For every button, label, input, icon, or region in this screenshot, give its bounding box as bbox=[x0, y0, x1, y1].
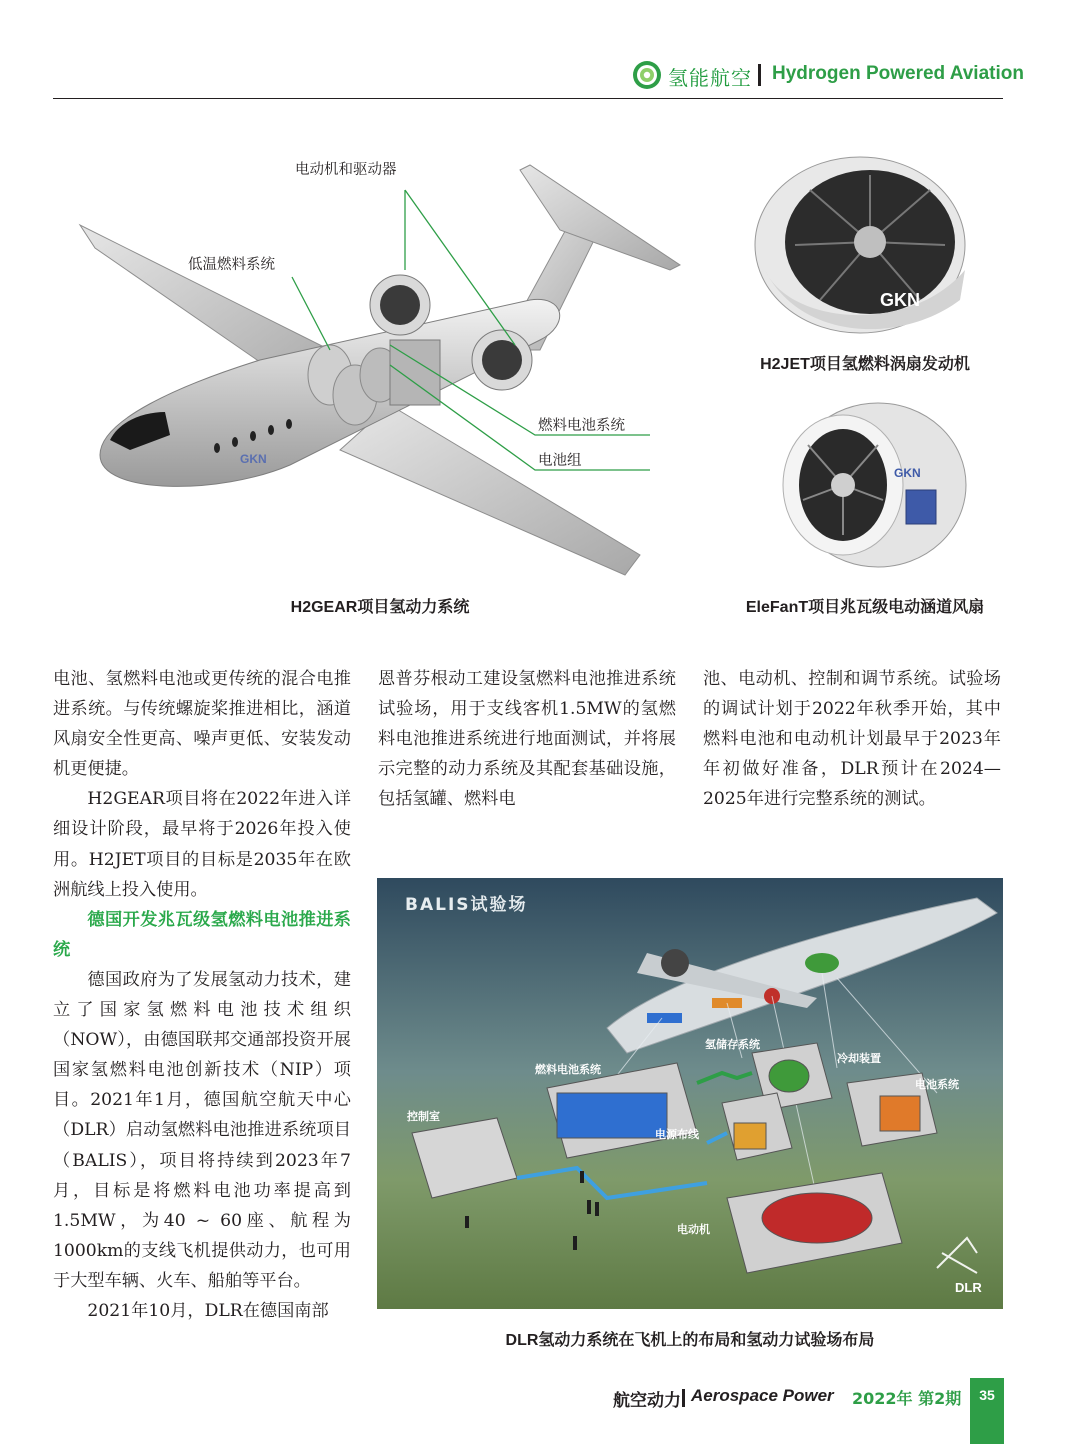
callout-fuel-cell: 燃料电池系统 bbox=[538, 418, 625, 434]
label-motor: 电动机 bbox=[677, 1223, 710, 1236]
label-hydrogen-storage: 氢储存系统 bbox=[705, 1038, 760, 1051]
col1-paragraph-2: H2GEAR项目将在2022年进入详细设计阶段，最早将于2026年投入使用。H2JET项目的目标是2035年在欧洲航线上投入使用。 bbox=[53, 789, 351, 900]
balis-title: BALIS试验场 bbox=[405, 895, 528, 915]
h2jet-engine-illustration bbox=[750, 150, 980, 340]
gkn-logo-aircraft: GKN bbox=[240, 452, 267, 466]
col1-paragraph-4: 2021年10月，DLR在德国南部 bbox=[87, 1300, 329, 1321]
elefant-fan-illustration bbox=[768, 400, 968, 570]
label-control-room: 控制室 bbox=[407, 1110, 440, 1123]
callout-cryogenic-fuel: 低温燃料系统 bbox=[188, 257, 275, 273]
header-title-en: Hydrogen Powered Aviation bbox=[772, 63, 1024, 84]
footer-journal-en: Aerospace Power bbox=[691, 1386, 834, 1405]
caption-h2jet: H2JET项目氢燃料涡扇发动机 bbox=[760, 356, 970, 373]
journal-logo-icon bbox=[632, 60, 662, 90]
caption-elefant: EleFanT项目兆瓦级电动涵道风扇 bbox=[745, 599, 985, 616]
text-column-2 bbox=[378, 664, 676, 814]
label-fuel-cell-system: 燃料电池系统 bbox=[535, 1063, 601, 1076]
label-cooling: 冷却装置 bbox=[837, 1052, 881, 1065]
label-battery-system: 电池系统 bbox=[915, 1078, 959, 1091]
header-separator bbox=[758, 64, 761, 86]
col3-paragraph-1: 池、电动机、控制和调节系统。试验场的调试计划于2022年秋季开始，其中燃料电池和电动机计划最早于2023年年初做好准备，DLR预计在2024—2025年进行完整系统的测试。 bbox=[703, 669, 1001, 810]
dlr-logo-text: DLR bbox=[955, 1280, 982, 1295]
aircraft-illustration bbox=[60, 150, 720, 590]
balis-test-site-illustration bbox=[377, 878, 1003, 1309]
page-number: 35 bbox=[970, 1378, 1004, 1444]
col2-paragraph-1: 恩普芬根动工建设氢燃料电池推进系统试验场，用于支线客机1.5MW的氢燃料电池推进系统进行地面测试，并将展示完整的动力系统及其配套基础设施，包括氢罐、燃料电 bbox=[378, 669, 676, 810]
footer-separator bbox=[682, 1389, 685, 1407]
caption-h2gear: H2GEAR项目氢动力系统 bbox=[290, 599, 470, 616]
gkn-logo-h2jet: GKN bbox=[880, 290, 920, 310]
callout-motor-driver: 电动机和驱动器 bbox=[295, 162, 397, 178]
col1-paragraph-3: 德国政府为了发展氢动力技术，建立了国家氢燃料电池技术组织（NOW），由德国联邦交通部投资开展国家氢燃料电池创新技术（NIP）项目。2021年1月，德国航空航天中心（DLR）启动氢燃料电池推进系统项目（BALIS），项目将持续到2023年7月，目标是将燃料电池功率提高到1.5MW，为40 ~ 60座、航程为1000km的支线飞机提供动力，也可用于大型车辆、火车、船舶等平台。 bbox=[53, 969, 351, 1291]
text-column-3 bbox=[703, 664, 1001, 814]
text-column-1 bbox=[53, 664, 351, 1326]
callout-battery-pack: 电池组 bbox=[538, 453, 582, 469]
caption-balis: DLR氢动力系统在飞机上的布局和氢动力试验场布局 bbox=[505, 1332, 875, 1349]
label-power-wiring: 电源布线 bbox=[655, 1128, 699, 1141]
footer-journal-cn: 航空动力 bbox=[613, 1391, 681, 1411]
header-title-cn: 氢能航空 bbox=[668, 66, 752, 90]
section-heading: 德国开发兆瓦级氢燃料电池推进系统 bbox=[53, 909, 351, 960]
col1-paragraph-1: 电池、氢燃料电池或更传统的混合电推进系统。与传统螺旋桨推进相比，涵道风扇安全性更高、噪声更低、安装发动机更便捷。 bbox=[53, 669, 351, 780]
header-rule bbox=[53, 98, 1003, 99]
gkn-logo-elefant: GKN bbox=[894, 466, 921, 480]
footer-issue: 2022年 第2期 bbox=[852, 1389, 962, 1408]
